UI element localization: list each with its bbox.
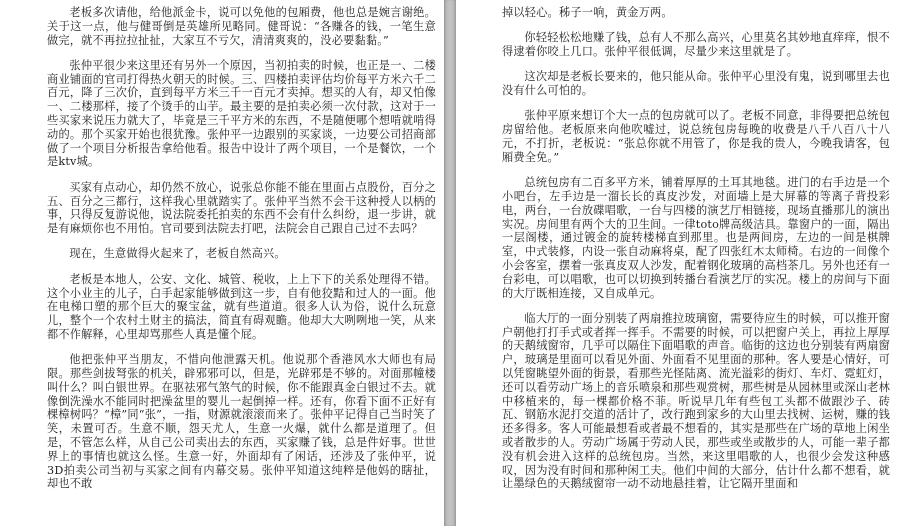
paragraph: 张仲平原来想订个大一点的包房就可以了。老板不同意，非得要把总统包房留给他。老板原来向他吹嘘过，说总统包房每晚的收费是八千八百八十八元，不打折，老板说：“张总你就不用管了，你是我的贵人，今晚我请客，包厢费全免。” <box>502 109 890 164</box>
paragraph: 临大厅的一面分别装了两扇推拉玻璃窗，需要待应生的时候，可以推开窗户朝他打打手式或者挥一挥手。不需要的时候，可以把窗户关上，再拉上厚厚的天鹅绒窗帘，几乎可以隔住下面唱歌的声音。临街的这边也分别装有两扇窗户，玻璃是里面可以看见外面、外面看不见里面的那种。客人要是心情好，可以凭窗眺望外面的街景，看那些光怪陆离、流光溢彩的街灯、车灯、霓虹灯，还可以看劳动广场上的音乐喷泉和那些观赏树，那些树是从园林里或深山老林中移植来的，每一棵都价格不菲。听说早几年有些包工头都不做跟沙子、砖瓦、钢筋水泥打交道的活计了，改行跑到家乡的大山里去找树、运树，赚的钱还多得多。客人可能最想看或者最不想看的，其实是那些在广场的草地上闲坐或者散步的人。劳动广场属于劳动人民，那些或坐或散步的人，可能一辈子都没有机会进入这样的总统包房。当然，来这里唱歌的人，也很少会发这种感叹，因为没有时间和那种闲工夫。他们中间的大部分，估计什么都不想看，就让墨绿色的天鹅绒窗帘一动不动地悬挂着，让它隔开里面和 <box>502 311 890 491</box>
paragraph: 这次却是老板长要来的，他只能从命。张仲平心里没有鬼，说到哪里去也没有什么可怕的。 <box>502 70 890 98</box>
paragraph: 老板多次请他，给他派金卡，说可以免他的包厢费，他也总是婉言谢绝。关于这一点，他与健哥倒是英雄所见略同。健哥说：“各赚各的钱，一笔生意做完，就不再拉拉扯扯，大家互不亏欠，清清爽爽的，没必要黏黏。” <box>47 6 436 47</box>
paragraph: 张仲平很少来这里还有另外一个原因，当初拍卖的时候，也正是一、二楼商业铺面的官司打得热火朝天的时候。三、四楼拍卖评估均价每平方米六千二百元，降了三次价，直到每平方米三千一百元才卖掉。想买的人有，却又怕像一、二楼那样，接了个烫手的山芋。最主要的是拍卖必须一次付款，这对于一些买家来说压力就大了，毕竟是三千平方米的东西，不是随便哪个想啃就啃得动的。那个买家开始也很犹豫。张仲平一边跟别的买家谈，一边要公司招商部做了一个项目分析报告拿给他看。报告中设计了两个项目，一个是餐饮，一个是ktv城。 <box>47 58 436 169</box>
left-page <box>0 0 444 526</box>
paragraph: 你轻轻松松地赚了钱，总有人不那么高兴，心里莫名其妙地直痒痒，恨不得逮着你咬上几口。张仲平很低调，尽量少来这里就是了。 <box>502 31 890 59</box>
paragraph: 掉以轻心。秭子一响，黄金万两。 <box>502 6 673 19</box>
paragraph: 买家有点动心，却仍然不放心，说张总你能不能在里面占点股份，百分之五、百分之三都行，这样我心里就踏实了。张仲平当然不会干这种授人以柄的事，只得反复游说他，说法院委托拍卖的东西不会有什么纠纷，退一步讲，就是有麻烦你也不用怕。官司要到法院去打吧，法院会自己跟自己过不去吗？ <box>47 180 436 236</box>
paragraph: 他把张仲平当朋友，不惜向他泄露天机。他说那个香港风水大师也有局限。那些剑拔弩张的机关，辟邪邪可以，但是，光辟邪是不够的。对面那幢楼叫什么？叫白银世界。在驱祛邪气煞气的时候，你不能跟真金白银过不去。就像倒洗澡水不能同时把澡盆里的婴儿一起倒掉一样。还有，你看下面不正好有棵樟树吗？“樟”同“张”，一指，财源就滚滚而来了。张仲平记得自己当时笑了笑，未置可否。生意不顺，怨天尤人，生意一火爆，就什么都是道理了。但是，不管怎么样，从自己公司卖出去的东西，买家赚了钱，总是件好事。世世界上的事情也就这么怪。生意一好，外面却有了闲话，还涉及了张仲平，说3D拍卖公司当初与买家之间有内幕交易。张仲平知道这纯粹是他妈的瞎扯，却也不敢 <box>47 353 436 491</box>
paragraph: 总统包房有二百多平方米，铺着厚厚的土耳其地毯。进门的右手边是一个小吧台，左手边是一溜长长的真皮沙发，对面墙上是大屏幕的等离子背投彩电，两台，一台放碟唱歌，一台与四楼的演艺厅相链接，现场直播那儿的演出实况。房间里有两个大的卫生间。一律toto牌高级洁具。靠窗户的一面，隔出一层阁楼，通过镀金的旋转楼梯直到那里。也是两间房，左边的一间是棋牌室，中式装修，内设一张自动麻将桌，配了四张红木太师椅。右边的一间像个小会客室，摆着一张真皮双人沙发，配着钢化玻璃的高档茶几。另外也还有一台彩电，可以唱歌，也可以切换到转播台看演艺厅的实况。楼上的房间与下面的大厅既相连接，又自成单元。 <box>502 176 890 300</box>
page-gutter <box>444 0 456 526</box>
paragraph: 现在，生意做得火起来了，老板自然高兴。 <box>69 247 286 261</box>
right-page <box>456 0 899 526</box>
paragraph: 老板是本地人，公安、文化、城管、税收，上上下下的关系处理得不错。这个小业主的儿子，白手起家能够做到这一步，自有他狡黠和过人的一面。他在电梯口塑的那个巨大的聚宝盆，就有些道道。很多人认为俗，说什么玩意儿，整个一个农村土财主的搞法，简直有碍观瞻。他却大大咧咧地一笑，从来都不作解释，心里却骂那些人真是懂个屁。 <box>47 272 436 341</box>
